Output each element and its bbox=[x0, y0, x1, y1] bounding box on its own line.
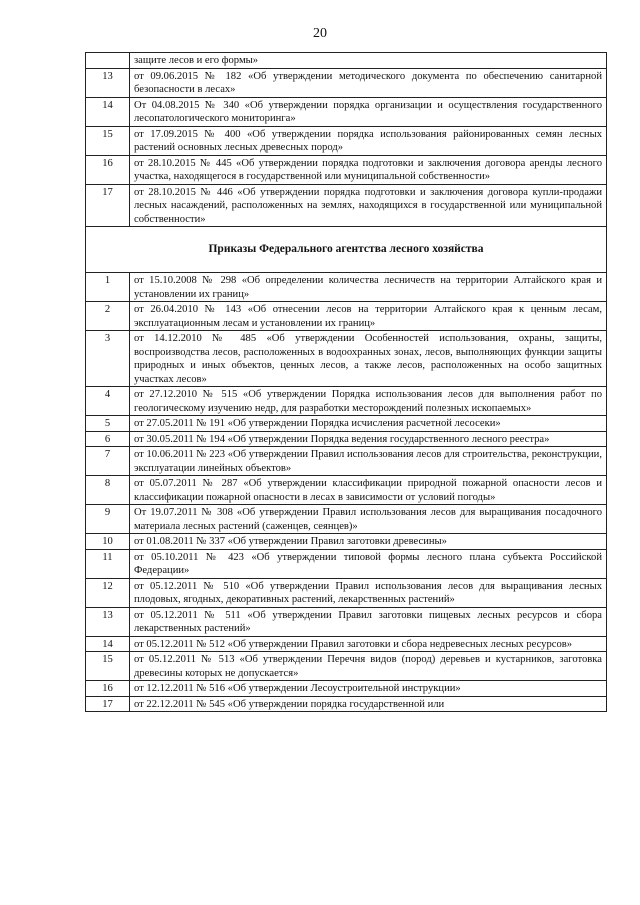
table-row bbox=[86, 126, 607, 155]
row-number: 15 bbox=[86, 652, 130, 681]
row-number: 17 bbox=[86, 184, 130, 227]
row-number: 4 bbox=[86, 387, 130, 416]
row-number: 14 bbox=[86, 97, 130, 126]
row-text: от 05.12.2011 № 510 «Об утверждении Правил использования лесов для выращивания лесных плодовых, ягодных, декоративных растений, лекарственных растений» bbox=[130, 578, 607, 607]
table-row bbox=[86, 607, 607, 636]
row-number: 1 bbox=[86, 273, 130, 302]
row-text-cell: защите лесов и его формы» bbox=[130, 53, 607, 69]
table-row bbox=[86, 652, 607, 681]
section-title: Приказы Федерального агентства лесного хозяйства bbox=[86, 227, 607, 273]
page-number: 20 bbox=[313, 26, 327, 41]
section-header-row bbox=[86, 227, 607, 273]
row-number: 13 bbox=[86, 68, 130, 97]
row-text: от 27.12.2010 № 515 «Об утверждении Порядка использования лесов для выполнения работ по геологическому изучению недр, для разработки месторождений полезных ископаемых» bbox=[130, 387, 607, 416]
row-number-cell bbox=[86, 53, 130, 69]
row-text: от 05.07.2011 № 287 «Об утверждении классификации природной пожарной опасности лесов и классификации пожарной опасности в лесах в зависимости от условий погоды» bbox=[130, 476, 607, 505]
row-number: 14 bbox=[86, 636, 130, 652]
row-text: от 05.10.2011 № 423 «Об утверждении типовой формы лесного плана субъекта Российской Федерации» bbox=[130, 549, 607, 578]
table-body-federal-ministry bbox=[86, 53, 607, 227]
table-row bbox=[86, 505, 607, 534]
table-row bbox=[86, 184, 607, 227]
row-number: 11 bbox=[86, 549, 130, 578]
row-number: 5 bbox=[86, 416, 130, 432]
row-text: от 26.04.2010 № 143 «Об отнесении лесов на территории Алтайского края к ценным лесам, эксплуатационным лесам и установлении их границ» bbox=[130, 302, 607, 331]
row-number: 10 bbox=[86, 534, 130, 550]
section-header-body bbox=[86, 227, 607, 273]
row-text: от 28.10.2015 № 445 «Об утверждении порядка подготовки и заключения договора аренды лесного участка, находящегося в государственной или муниципальной собственности» bbox=[130, 155, 607, 184]
table-row bbox=[86, 68, 607, 97]
row-number: 16 bbox=[86, 155, 130, 184]
table-row bbox=[86, 447, 607, 476]
table-row bbox=[86, 476, 607, 505]
row-number: 16 bbox=[86, 681, 130, 697]
row-text: от 22.12.2011 № 545 «Об утверждении порядка государственной или bbox=[130, 696, 607, 712]
table-row bbox=[86, 636, 607, 652]
row-text: от 15.10.2008 № 298 «Об определении количества лесничеств на территории Алтайского края и установлении их границ» bbox=[130, 273, 607, 302]
row-text: От 19.07.2011 № 308 «Об утверждении Правил использования лесов для выращивания посадочного материала лесных растений (саженцев, сеянцев)» bbox=[130, 505, 607, 534]
row-number: 8 bbox=[86, 476, 130, 505]
row-number: 13 bbox=[86, 607, 130, 636]
row-number: 9 bbox=[86, 505, 130, 534]
row-text: от 05.12.2011 № 511 «Об утверждении Правил заготовки пищевых лесных ресурсов и сбора лекарственных растений» bbox=[130, 607, 607, 636]
row-text: от 05.12.2011 № 513 «Об утверждении Перечня видов (пород) деревьев и кустарников, заготовка древесины которых не допускается» bbox=[130, 652, 607, 681]
table-body-forestry-agency bbox=[86, 273, 607, 712]
row-text: от 10.06.2011 № 223 «Об утверждении Правил использования лесов для строительства, реконструкции, эксплуатации линейных объектов» bbox=[130, 447, 607, 476]
table-row bbox=[86, 273, 607, 302]
row-text: от 17.09.2015 № 400 «Об утверждении порядка использования районированных семян лесных растений основных лесных древесных пород» bbox=[130, 126, 607, 155]
row-text: от 09.06.2015 № 182 «Об утверждении методического документа по обеспечению санитарной безопасности в лесах» bbox=[130, 68, 607, 97]
regulations-table bbox=[85, 52, 607, 712]
row-text: от 28.10.2015 № 446 «Об утверждении порядка подготовки и заключения договора купли-продажи лесных насаждений, расположенных на землях, находящихся в государственной или муниципальной собственности» bbox=[130, 184, 607, 227]
table-row bbox=[86, 155, 607, 184]
table-row bbox=[86, 534, 607, 550]
row-text: от 12.12.2011 № 516 «Об утверждении Лесоустроительной инструкции» bbox=[130, 681, 607, 697]
table-row bbox=[86, 331, 607, 387]
table-row bbox=[86, 387, 607, 416]
table-row bbox=[86, 696, 607, 712]
row-text: от 14.12.2010 № 485 «Об утверждении Особенностей использования, охраны, защиты, воспроизводства лесов, расположенных в водоохранных зонах, лесов, выполняющих функции защиты природных и иных объектов, ценных лесов, а также лесов, расположенных на особо защитных участках лесов» bbox=[130, 331, 607, 387]
table-row-continuation bbox=[86, 53, 607, 69]
row-text: от 30.05.2011 № 194 «Об утверждении Порядка ведения государственного лесного реестра» bbox=[130, 431, 607, 447]
table-row bbox=[86, 431, 607, 447]
row-number: 2 bbox=[86, 302, 130, 331]
row-number: 6 bbox=[86, 431, 130, 447]
row-text: от 05.12.2011 № 512 «Об утверждении Правил заготовки и сбора недревесных лесных ресурсов» bbox=[130, 636, 607, 652]
row-number: 3 bbox=[86, 331, 130, 387]
row-text: от 27.05.2011 № 191 «Об утверждении Порядка исчисления расчетной лесосеки» bbox=[130, 416, 607, 432]
table-row bbox=[86, 681, 607, 697]
row-number: 7 bbox=[86, 447, 130, 476]
table-row bbox=[86, 578, 607, 607]
row-number: 12 bbox=[86, 578, 130, 607]
row-text: От 04.08.2015 № 340 «Об утверждении порядка организации и осуществления государственного лесопатологического мониторинга» bbox=[130, 97, 607, 126]
table-row bbox=[86, 549, 607, 578]
table-row bbox=[86, 416, 607, 432]
row-number: 17 bbox=[86, 696, 130, 712]
row-text: от 01.08.2011 № 337 «Об утверждении Правил заготовки древесины» bbox=[130, 534, 607, 550]
table-row bbox=[86, 302, 607, 331]
row-number: 15 bbox=[86, 126, 130, 155]
table-row bbox=[86, 97, 607, 126]
